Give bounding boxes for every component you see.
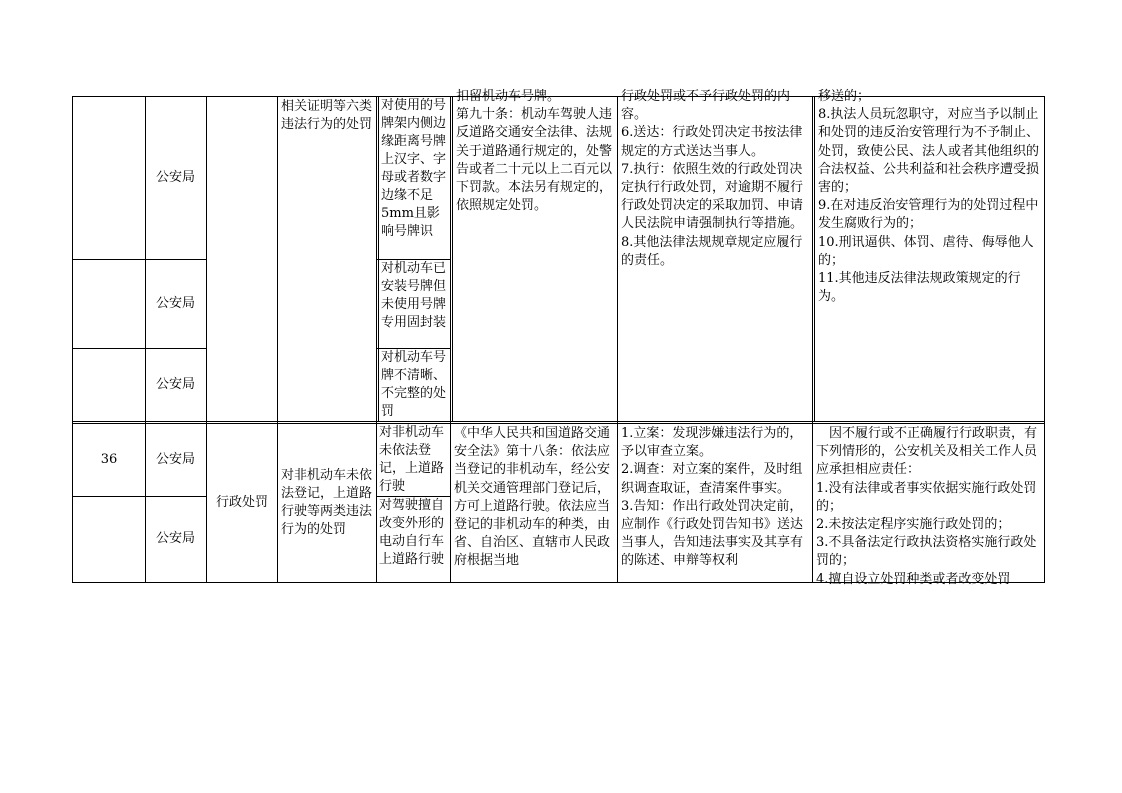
org-label: 公安局 (155, 376, 195, 392)
legal-basis-text: 《中华人民共和国道路交通安全法》第十八条：依法应当登记的非机动车，经公安机关交通管理部门登记后，方可上道路行驶。依法应当登记的非机动车的种类，由省、自治区、直辖市人民政府根据当地 (454, 426, 611, 569)
item-name: 对非机动车未依法登记，上道路行驶等两类违法行为的处罚 (281, 467, 373, 538)
grid-line (72, 421, 1045, 422)
row-number: 36 (100, 451, 118, 467)
liability-item: 3.不具备法定行政执法资格实施行政处罚的； (816, 535, 1037, 569)
liability-top: 移送的； (818, 89, 871, 104)
duty-item: 2.调查：对立案的案件，及时组织调查取证，查清案件事实。 (621, 462, 803, 496)
liability-item: 10.刑讯逼供、体罚、虐待、侮辱他人的； (818, 234, 1034, 268)
duty-top: 行政处罚或不予行政处罚的内容。 (621, 89, 791, 123)
legal-basis-cell (451, 424, 617, 582)
org-cell (145, 260, 206, 348)
sub-item-cell (379, 97, 450, 259)
sub-item-cell (377, 497, 450, 582)
sub-item-cell (379, 349, 450, 421)
legal-basis-text: 第九十条：机动车驾驶人违反道路交通安全法律、法规关于道路通行规定的，处警告或者二十元以上二百元以下罚款。本法另有规定的，依照规定处罚。 (456, 107, 613, 214)
duty-item: 3.告知：作出行政处罚决定前，应制作《行政处罚告知书》送达当事人，告知违法事实及其享有的陈述、申辩等权利 (621, 498, 804, 569)
org-cell (145, 497, 206, 582)
org-cell (145, 424, 206, 496)
legal-basis-top: 扣留机动车号牌。 (456, 89, 561, 104)
category-label: 行政处罚 (215, 494, 268, 510)
legal-basis-cell (453, 89, 617, 421)
duty-item: 7.执行：依照生效的行政处罚决定执行行政处罚，对逾期不履行行政处罚决定的采取加罚、申请人民法院申请强制执行等措施。 (621, 161, 804, 232)
org-label: 公安局 (155, 169, 195, 185)
liability-item: 4.擅自设立处罚种类或者改变处罚 (816, 571, 1011, 587)
org-label: 公安局 (155, 451, 195, 467)
liability-item: 1.没有法律或者事实依据实施行政处罚的； (816, 480, 1037, 514)
sub-item-text: 对机动车已安装号牌但未使用号牌专用固封装 (381, 261, 447, 330)
grid-line (1044, 96, 1045, 583)
sub-item-text: 对机动车号牌不清晰、不完整的处罚 (381, 350, 447, 419)
org-cell (145, 349, 206, 421)
liability-intro: 因不履行或不正确履行行政职责，有下列情形的，公安机关及相关工作人员应承担相应责任： (816, 426, 1038, 478)
item-name: 相关证明等六类违法行为的处罚 (281, 99, 373, 133)
org-label: 公安局 (155, 295, 195, 311)
sub-item-text: 对驾驶擅自改变外形的电动自行车上道路行驶 (379, 498, 445, 567)
liability-item: 11.其他违反法律法规政策规定的行为。 (818, 270, 1021, 305)
row-number-cell (73, 424, 145, 496)
org-cell (145, 97, 206, 259)
sub-item-cell (377, 424, 450, 496)
liability-cell (813, 424, 1044, 587)
org-label: 公安局 (155, 531, 195, 547)
liability-item: 9.在对违反治安管理行为的处罚过程中发生腐败行为的； (818, 198, 1039, 232)
category-cell (207, 424, 277, 582)
duty-cell (618, 424, 812, 582)
item-name-cell (278, 97, 376, 421)
liability-item: 2.未按法定程序实施行政处罚的； (816, 516, 1011, 532)
liability-item: 8.执法人员玩忽职守，对应当予以制止和处罚的违反治安管理行为不予制止、处罚，致使公民、法人或者其他组织的合法权益、公共利益和社会秩序遭受损害的； (818, 107, 1040, 195)
sub-item-cell (379, 260, 450, 348)
duty-cell (618, 89, 812, 421)
duty-item: 8.其他法律法规规章规定应履行的责任。 (621, 234, 803, 268)
sub-item-text: 对非机动车未依法登记，上道路行驶 (379, 425, 445, 494)
duty-item: 1.立案：发现涉嫌违法行为的，予以审查立案。 (621, 426, 803, 460)
item-name-cell (278, 424, 376, 582)
grid-line (72, 96, 73, 583)
liability-cell (815, 89, 1044, 421)
sub-item-text: 对使用的号牌架内侧边缘距离号牌上汉字、字母或者数字边缘不足5mm且影响号牌识 (381, 98, 447, 239)
duty-item: 6.送达：行政处罚决定书按法律规定的方式送达当事人。 (621, 125, 803, 159)
